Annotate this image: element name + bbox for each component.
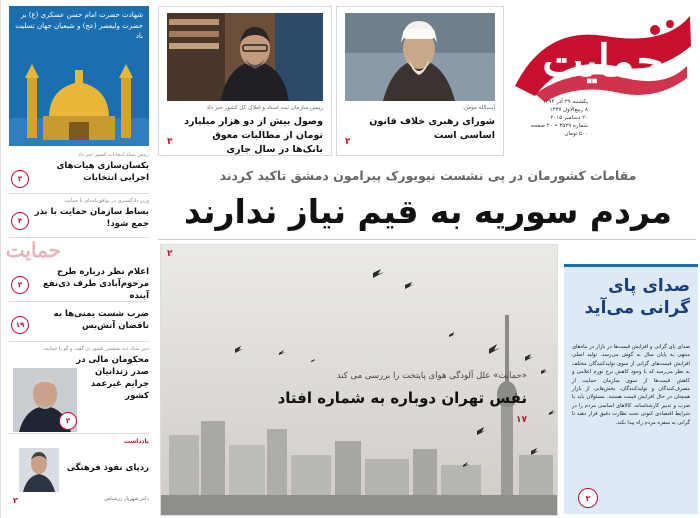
- page-number: ۳: [167, 137, 173, 147]
- sidebar-item[interactable]: یادداشت ردپای نفوذ فرهنگی دکتر شهریار زرشناس ۲: [13, 438, 149, 505]
- byline: دکتر شهریار زرشناس: [104, 496, 149, 502]
- official-office-photo: [167, 13, 323, 101]
- story-box-bank-debts[interactable]: [158, 6, 332, 156]
- page-badge: ۳: [11, 276, 29, 294]
- divider: [158, 239, 696, 240]
- issue-info: یکشنبه ۲۹ آذر ۱۳۹۴ ۸ ربیع‌الاول ۱۴۳۷ ۲۰ دسامبر ۲۰۱۵ شماره ۳۵۲۹ • ۲۰ صفحه ۵۰۰ تومان: [531, 99, 588, 137]
- page-badge: ۱۹: [11, 316, 29, 334]
- page-number: ۲: [345, 137, 351, 147]
- masthead: [505, 6, 695, 106]
- page-number: ۱۷: [516, 415, 527, 425]
- photo-kicker: «حمایت» علل آلودگی هوای پایتخت را بررسی می کند: [336, 371, 527, 381]
- sidebar-item[interactable]: ضرب شست یمنی‌ها به ناقضان آتش‌بس ۱۹: [9, 306, 149, 342]
- page-number: ۲: [167, 249, 173, 259]
- sidebar-item[interactable]: دبیر ستاد دیه بخشش کشور در گفت و گو با حمایت: محکومان مالی در صدر زندانیان جرایم غیرعمد کشور ۳: [9, 346, 149, 434]
- newspaper-logo[interactable]: [505, 6, 695, 106]
- cleric-portrait-photo: [345, 13, 495, 101]
- main-overline: مقامات کشورمان در پی نشست نیویورک پیرامون دمشق تاکید کردند: [219, 168, 637, 183]
- page-badge: ۴: [11, 212, 29, 230]
- page-number: ۲: [13, 496, 18, 505]
- sidebar-item[interactable]: وزیر دادگستری در توافق‌نامه‌ای با حمایت بساط سازمان حمایت با بذر جمع شود! ۴: [9, 198, 149, 238]
- page-badge: ۳: [11, 170, 29, 188]
- editorial-title[interactable]: صدای پای گرانی می‌آید: [584, 276, 690, 318]
- page-badge: ۳: [59, 412, 77, 430]
- columnist-photo: [19, 448, 59, 492]
- story-headline[interactable]: وصول بیش از دو هزار میلیارد تومان از مطالبات معوق بانک‌ها در سال جاری: [184, 116, 323, 155]
- editorial-body: صدای پای گرانی و افزایش قیمت‌ها در بازار در ماه‌های منتهی به پایان سال به گوش می‌رسد. تولید اصلی افزایش قیمت‌های گرانی از سوی تولیدکنندگان مختلف به نظر می‌رسد که با وجود کاهش نرخ تورم اعلامی و کاهش قیمت‌ها از سوی سازمان حمایت از مصرف‌کنندگان و تولیدکنندگان، بخش‌هایی از بازار همچنان در حال افزایش قیمت هستند. مسئولان باید با ضرب و تدبیر کارشناسانه، کالاهای اساسی مردم را در شرایط اقتصادی کنونی تحت نظارت دقیق قرار دهند تا گرانی به سفره مردم راه پیدا نکند.: [572, 344, 690, 426]
- condolence-banner[interactable]: شهادت حضرت امام حسن عسکری (ع) بر حضرت ولیعصر (عج) و شیعیان جهان تسلیت باد: [9, 6, 149, 146]
- tehran-pollution-photo[interactable]: [160, 244, 558, 516]
- story-box-leadership-council[interactable]: [336, 6, 504, 156]
- main-headline[interactable]: مردم سوریه به قیم نیاز ندارند: [184, 192, 672, 231]
- story-headline[interactable]: شورای رهبری خلاف قانون اساسی است: [369, 116, 495, 141]
- shrine-illustration: [9, 58, 149, 146]
- sidebar-item[interactable]: اعلام نظر درباره طرح مرحوم‌آبادی طرف ذی‌نفع آینده ۳: [9, 264, 149, 302]
- sidebar: [0, 0, 154, 518]
- editorial-column[interactable]: [564, 264, 698, 514]
- photo-headline[interactable]: نفس تهران دوباره به شماره افتاد: [277, 389, 527, 407]
- svg-text:حمایت: حمایت: [542, 36, 664, 87]
- sidebar-item[interactable]: رییس ستاد انتخابات کشور خبر داد یکسان‌سازی هیات‌های اجرایی انتخابات ۳: [9, 152, 149, 194]
- story-kicker: آیت‌الله مومن:: [462, 105, 495, 111]
- story-kicker: رییس سازمان ثبت اسناد و املاک کل کشور خبر داد: [206, 105, 323, 111]
- page-badge: ۲: [578, 488, 598, 508]
- watermark-logo: حمایت: [5, 238, 61, 262]
